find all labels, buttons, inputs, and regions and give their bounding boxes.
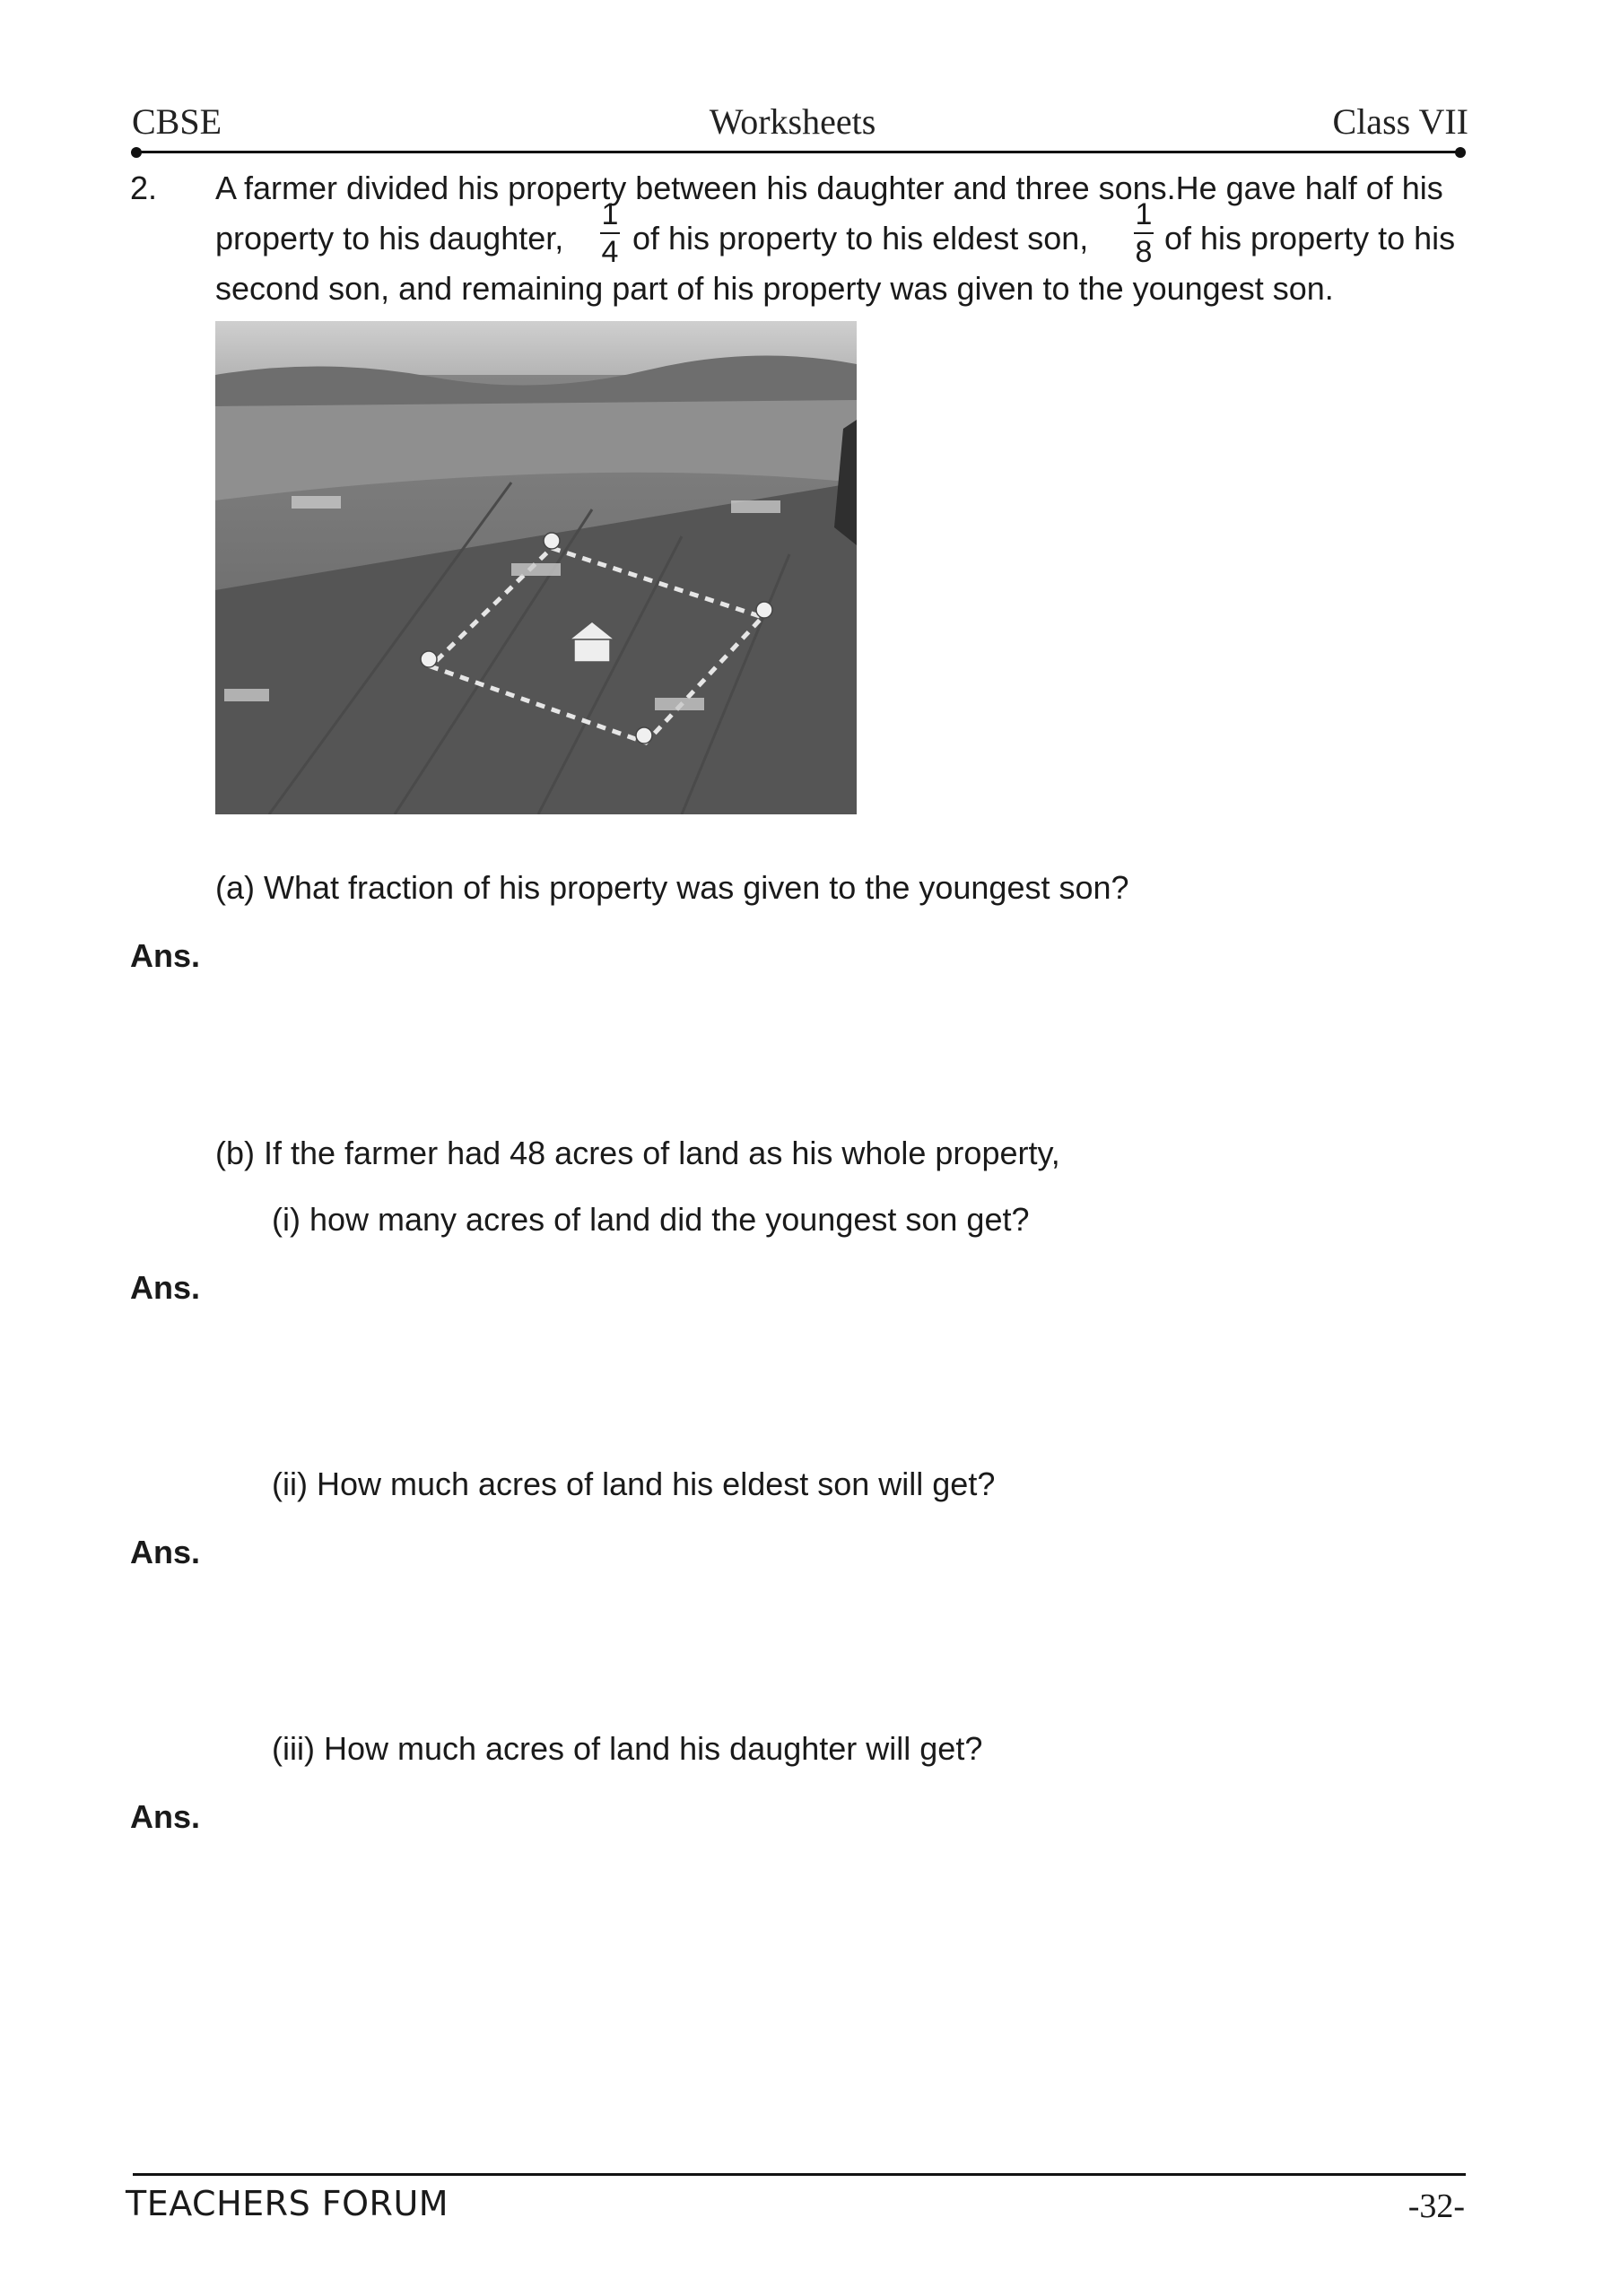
answer-label-b-iii: Ans.	[130, 1798, 201, 1835]
answer-label-b-ii: Ans.	[130, 1534, 201, 1570]
fraction-one-eighth-denominator: 8	[1135, 235, 1153, 269]
question-line-1: A farmer divided his property between his daughter and three sons.He gave half of his	[215, 170, 1443, 206]
answer-label-a: Ans.	[130, 937, 201, 974]
fraction-one-eighth	[1130, 199, 1157, 267]
fraction-one-quarter-denominator: 4	[601, 235, 619, 269]
fraction-bar	[600, 232, 620, 234]
part-b-ii-question: (ii) How much acres of land his eldest son will get?	[272, 1465, 996, 1502]
footer-rule	[133, 2173, 1466, 2176]
fraction-one-quarter-numerator: 1	[601, 197, 619, 231]
part-b-question: (b) If the farmer had 48 acres of land as his whole property,	[215, 1135, 1060, 1171]
answer-label-b-i: Ans.	[130, 1269, 201, 1306]
header-rule	[136, 151, 1460, 153]
footer-publisher: TEACHERS FORUM	[126, 2184, 449, 2223]
question-line-3: second son, and remaining part of his property was given to the youngest son.	[215, 270, 1334, 307]
question-line-2c: of his property to his	[1164, 220, 1456, 257]
header-title: Worksheets	[709, 101, 876, 142]
header-rule-left-dot	[131, 147, 142, 158]
header-subject: CBSE	[132, 101, 222, 142]
header-rule-right-dot	[1455, 147, 1466, 158]
fraction-one-quarter	[597, 199, 623, 267]
farm-land-photo	[215, 321, 857, 814]
fraction-one-eighth-numerator: 1	[1135, 197, 1153, 231]
question-line-2b: of his property to his eldest son,	[632, 220, 1089, 257]
part-b-i-question: (i) how many acres of land did the youngest son get?	[272, 1201, 1030, 1238]
part-b-iii-question: (iii) How much acres of land his daughter will get?	[272, 1730, 983, 1767]
fraction-bar	[1134, 232, 1154, 234]
question-number: 2.	[130, 170, 158, 206]
header-class: Class VII	[1332, 101, 1468, 142]
part-a-question: (a) What fraction of his property was given to the youngest son?	[215, 869, 1129, 906]
page-number: -32-	[1407, 2187, 1465, 2225]
question-line-2a: property to his daughter,	[215, 220, 564, 257]
